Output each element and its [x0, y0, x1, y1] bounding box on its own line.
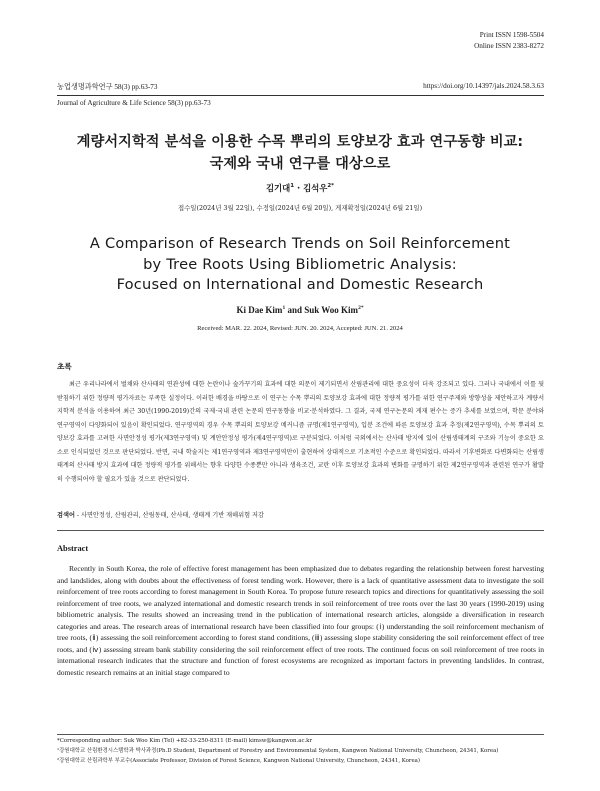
keywords-korean — [57, 510, 544, 519]
journal-citation-en: Journal of Agriculture & Life Science 58(3) pp.63-73 — [57, 99, 211, 107]
abstract-divider — [57, 530, 544, 531]
author-2-en-affil: 2* — [358, 305, 364, 311]
author-2-ko: 김석우 — [303, 183, 328, 193]
author-1-en: Ki Dae Kim — [236, 305, 283, 315]
footnote-corresponding: *Corresponding author: Suk Woo Kim (Tel) +82-33-250-8311 (E-mail) kimsw@kangwon.ac.kr — [57, 738, 313, 744]
author-2-en: Suk Woo Kim — [304, 305, 359, 315]
title-english-line1: A Comparison of Research Trends on Soil Reinforcement — [89, 235, 511, 252]
title-english-line2: by Tree Roots Using Bibliometric Analysis: — [143, 255, 457, 273]
author-1-ko: 김기대 — [265, 183, 291, 193]
authors-korean — [0, 182, 600, 194]
author-1-en-affil: 1 — [282, 305, 286, 311]
author-1-ko-affil: 1 — [290, 183, 295, 190]
dates-english: Received: MAR. 22. 2024, Revised: JUN. 20. 2024, Accepted: JUN. 21. 2024 — [197, 325, 403, 332]
online-issn: Online ISSN 2383-8272 — [474, 41, 544, 50]
keywords-text: - 사면안정성, 산림관리, 산림동태, 산사태, 생태계 기반 재해위험 저감 — [74, 512, 264, 519]
abstract-ko-body: 최근 우리나라에서 벌채와 산사태의 연관성에 대한 논란이나 숲가꾸기의 효과에 대한 의문이 제기되면서 산림관리에 대한 중요성이 더욱 강조되고 있다. 그러나 국내에서 이를 뒷받침하기 위한 정량적 평가자료는 부족한 실정이다. 이러한 배경을 바탕으로 이 연구는 수목 뿌리의 토양보강 효과에 대한 정량적 평가를 위한 연구주제와 방향성을 제안하고자 계량서지학적 분석을 이용하여 최근 30년(1990-2019)간의 국제·국내 관련 논문의 연구동향을 비교·분석하였다. 그 결과, 국제 연구논문의 게재 편수는 증가 추세를 보였으며, 학문 분야와 연구영역이 다양화되어 있음이 확인되었다. 연구영역의 경우 수목 뿌리의 토양보강 메커니즘 규명(제1연구영역), 입분 조건에 따른 토양보강 효과 추정(제2연구영역), 수목 뿌리의 토양보강 효과를 고려한 사면안정성 평가(제3연구영역) 및 계안안정성 평가(제4연구영역)로 구분되었다. 이처럼 국외에서는 산사태 방지에 있어 산림생태계의 구조와 기능이 중요한 요소로 인식되었던 것으로 판단되었다. 반면, 국내 학술지는 제1연구영역과 제3연구영역만이 출현하여 상대적으로 기초적인 수준으로 확인되었다. 따라서 기후변화로 다변화되는 산림생태계의 산사태 방지 효과에 대한 정량적 평가를 위해서는 향후 다양한 수종뿐만 아니라 생육조건, 교란 이후 토양보강 효과의 변화를 규명하기 위한 제2연구영역과 관련된 연구가 활발히 수행되어야 할 필요가 있을 것으로 판단되었다. — [57, 381, 544, 483]
footnote-1: ¹강원대학교 산림환경시스템학과 박사과정(Ph.D Student, Department of Forestry and Environmental System, Kangwon National University, Chuncheon, 24341, Korea) — [57, 747, 499, 754]
print-issn: Print ISSN 1598-5504 — [479, 31, 544, 39]
dates-korean: 접수일(2024년 3월 22일), 수정일(2024년 6월 20일), 게재확정일(2024년 6월 21일) — [177, 204, 423, 212]
footnotes — [57, 737, 544, 766]
abstract-ko-heading: 초록 — [57, 362, 72, 371]
title-korean-line2: 국제와 국내 연구를 대상으로 — [209, 156, 391, 172]
journal-citation-ko: 농업생명과학연구 58(3) pp.63-73 — [57, 83, 158, 91]
author-2-ko-affil: 2* — [327, 183, 335, 190]
issn-block — [474, 30, 544, 51]
title-english — [40, 234, 560, 296]
title-korean — [40, 131, 560, 175]
author-and: and — [285, 305, 305, 315]
header-divider — [57, 95, 544, 96]
doi-link[interactable]: https://doi.org/10.14397/jals.2024.58.3.63 — [423, 82, 544, 90]
title-english-line3: Focused on International and Domestic Research — [116, 276, 484, 293]
keywords-label: 검색어 — [57, 512, 75, 519]
footnote-2: ²강원대학교 산림과학부 부교수(Associate Professor, Division of Forest Science, Kangwon National University, Chuncheon, 24341, Korea) — [57, 757, 420, 764]
authors-english — [0, 305, 600, 315]
title-korean-line1: 계량서지학적 분석을 이용한 수목 뿌리의 토양보강 효과 연구동향 비교: — [76, 134, 524, 150]
abstract-en-body: Recently in South Korea, the role of effective forest management has been emphasized due to debates regarding the relationship between forest harvesting and landslides, along with doubts about the effectiveness of forest tending work. However, there is a lack of quantitative assessment data to investigate the soil reinforcement of tree roots according to forest management in South Korea. To propose future research topics and directions for quantitatively assessing the soil reinforcement of tree roots, we analyzed international and domestic research trends in soil reinforcement of tree roots over the last 30 years (1990-2019) using bibliometric analysis. The results showed an increasing trend in the publication of international research articles, alongside a diversification in research categories and areas. The research areas of international research have been classified into four groups: (ⅰ) understanding the soil reinforcement mechanism of tree roots, (ⅱ) assessing the soil reinforcement according to forest stand conditions, (ⅲ) assessing slope stability considering the soil reinforcement effect of tree roots, and (ⅳ) assessing stream bank stability considering the soil reinforcement effect of tree roots. The continued focus on soil reinforcement of tree roots in international research indicates that the structure and function of forest ecosystems are recognized as important factors in preventing landslides. In contrast, domestic research remains at an initial stage compared to — [57, 564, 544, 677]
footnote-divider — [57, 734, 544, 735]
abstract-en-heading: Abstract — [57, 544, 89, 553]
author-separator: · — [294, 183, 304, 193]
